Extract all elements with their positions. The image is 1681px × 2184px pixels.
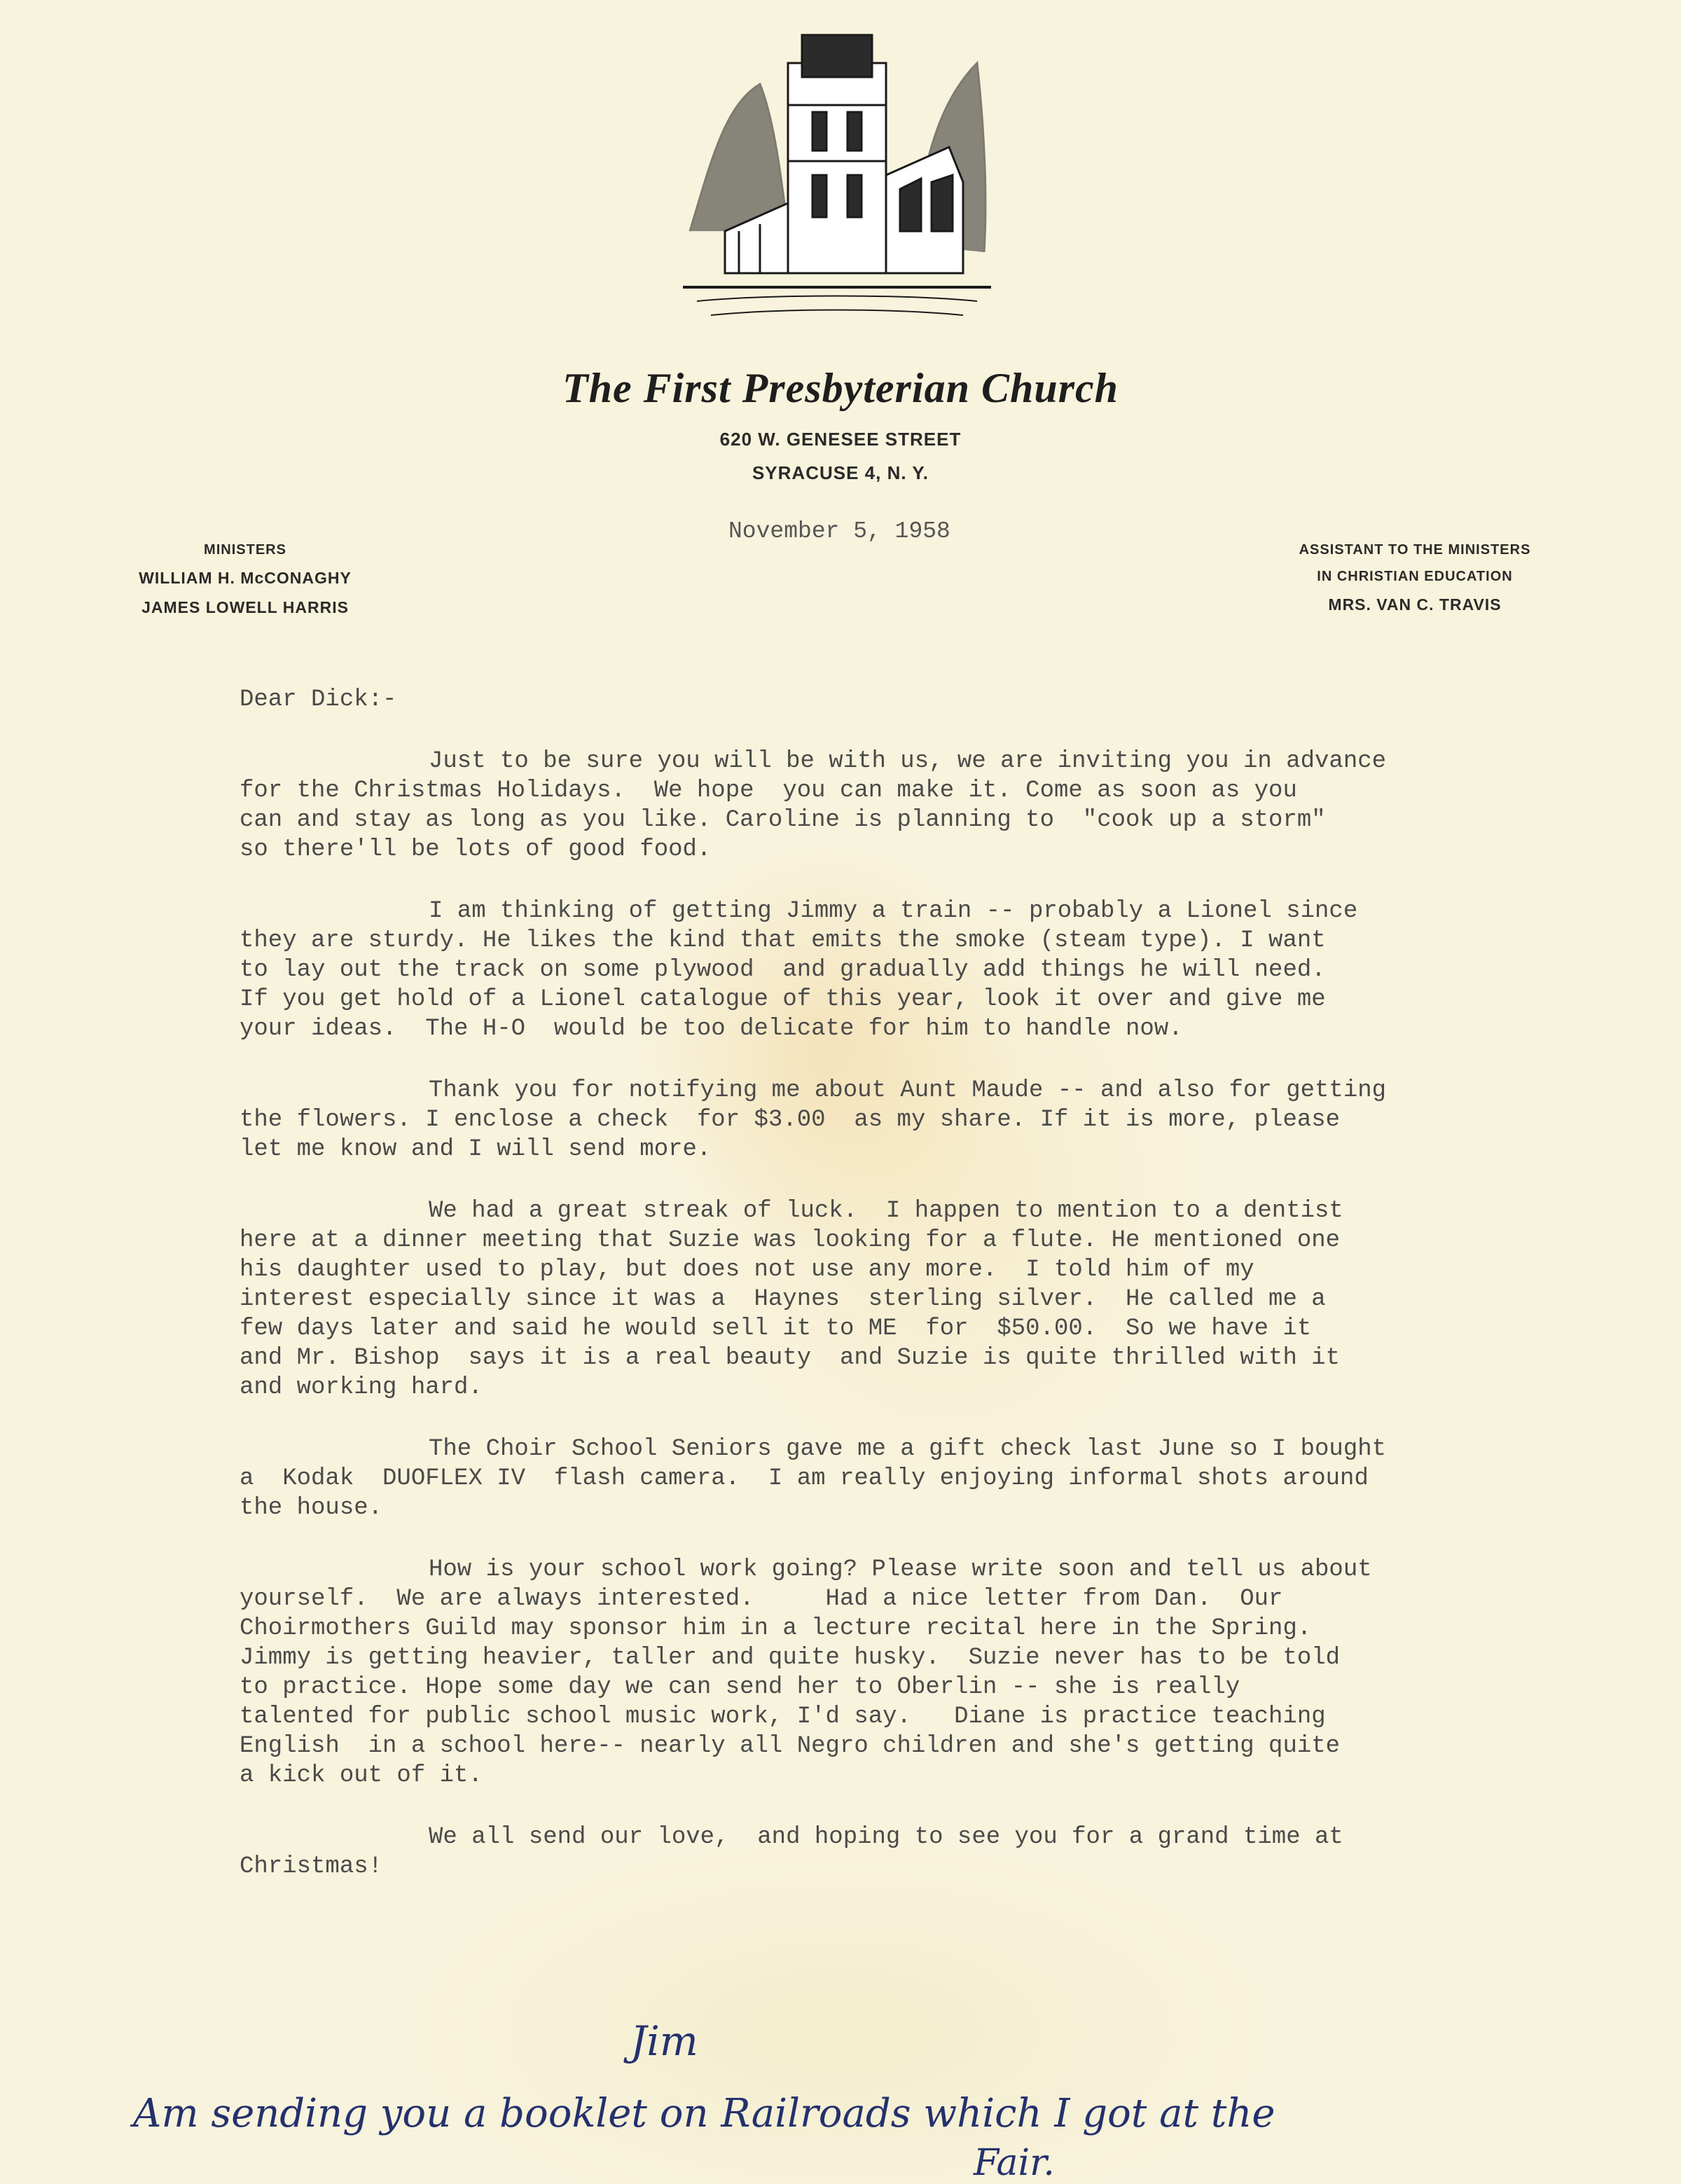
minister-name: WILLIAM H. McCONAGHY [139, 569, 352, 587]
paragraph-line: to practice. Hope some day we can send her to Oberlin -- she is really [240, 1674, 1240, 1701]
paragraph-line: The Choir School Seniors gave me a gift check last June so I bought [429, 1436, 1387, 1463]
assistant-name: MRS. VAN C. TRAVIS [1328, 595, 1502, 614]
paragraph-line: English in a school here-- nearly all Negro children and she's getting quite [240, 1733, 1341, 1760]
paragraph-line: for the Christmas Holidays. We hope you can make it. Come as soon as you [240, 777, 1297, 804]
paragraph-line: to lay out the track on some plywood and gradually add things he will need. [240, 957, 1326, 983]
closing-line: Christmas! [240, 1853, 383, 1880]
paragraph-line: his daughter used to play, but does not use any more. I told him of my [240, 1257, 1254, 1283]
paragraph-line: yourself. We are always interested. Had a nice letter from Dan. Our [240, 1586, 1283, 1612]
paragraph-line: and Mr. Bishop says it is a real beauty and Suzie is quite thrilled with it [240, 1345, 1341, 1371]
assistant-title: ASSISTANT TO THE MINISTERS [1299, 542, 1531, 558]
paragraph-line: Thank you for notifying me about Aunt Maude -- and also for getting [429, 1077, 1387, 1104]
paragraph-line: a Kodak DUOFLEX IV flash camera. I am really enjoying informal shots around [240, 1465, 1369, 1492]
closing [240, 1823, 1570, 1881]
ministers-heading: MINISTERS [204, 542, 286, 558]
paragraph [240, 1555, 1570, 1790]
paragraph [240, 747, 1570, 864]
paragraph-line: can and stay as long as you like. Caroline is planning to "cook up a storm" [240, 807, 1326, 834]
paragraph-line: Just to be sure you will be with us, we are inviting you in advance [429, 748, 1387, 775]
paragraph-line: the flowers. I enclose a check for $3.00 as my share. If it is more, please [240, 1107, 1341, 1133]
paragraph-line: talented for public school music work, I'd say. Diane is practice teaching [240, 1703, 1326, 1730]
address-street: 620 W. GENESEE STREET [719, 429, 962, 450]
greeting: Dear Dick:- [240, 686, 397, 713]
paragraph-line: Jimmy is getting heavier, taller and quite husky. Suzie never has to be told [240, 1645, 1341, 1671]
paragraph-line: your ideas. The H-O would be too delicate for him to handle now. [240, 1016, 1183, 1042]
ministers-block [98, 537, 392, 622]
handwritten-postscript-end: Fair. [974, 2142, 1055, 2184]
handwritten-signature: Jim [630, 2017, 698, 2065]
paragraph-line: few days later and said he would sell it to ME for $50.00. So we have it [240, 1315, 1312, 1342]
church-name: The First Presbyterian Church [562, 365, 1119, 411]
paragraph [240, 1196, 1570, 1402]
paragraph-line: How is your school work going? Please write soon and tell us about [429, 1556, 1372, 1583]
handwritten-postscript: Am sending you a booklet on Railroads which I got at the [133, 2091, 1275, 2136]
paragraph-line: a kick out of it. [240, 1762, 483, 1789]
letter-date: November 5, 1958 [728, 518, 950, 544]
paragraph-line: I am thinking of getting Jimmy a train -- probably a Lionel since [429, 898, 1358, 925]
paragraph-line: the house. [240, 1495, 383, 1521]
minister-name: JAMES LOWELL HARRIS [141, 598, 349, 616]
paragraph [240, 897, 1570, 1044]
paragraph-line: and working hard. [240, 1374, 483, 1401]
letter-body [240, 685, 1570, 1881]
paragraph [240, 1076, 1570, 1164]
assistant-dept: IN CHRISTIAN EDUCATION [1317, 569, 1513, 584]
paragraph-line: Choirmothers Guild may sponsor him in a lecture recital here in the Spring. [240, 1615, 1312, 1642]
paragraph-line: If you get hold of a Lionel catalogue of this year, look it over and give me [240, 986, 1326, 1013]
paragraph [240, 1435, 1570, 1523]
paragraph-line: interest especially since it was a Haynes sterling silver. He called me a [240, 1286, 1326, 1313]
address-city: SYRACUSE 4, N. Y. [752, 462, 929, 483]
paragraph-line: here at a dinner meeting that Suzie was looking for a flute. He mentioned one [240, 1227, 1341, 1254]
paragraph-line: so there'll be lots of good food. [240, 836, 712, 863]
paragraph-line: We had a great streak of luck. I happen to mention to a dentist [429, 1198, 1343, 1224]
assistant-block [1254, 537, 1576, 619]
paragraph-line: let me know and I will send more. [240, 1136, 712, 1163]
paragraph-line: they are sturdy. He likes the kind that emits the smoke (steam type). I want [240, 927, 1326, 954]
closing-line: We all send our love, and hoping to see you for a grand time at [429, 1824, 1343, 1851]
church-illustration [683, 21, 991, 329]
